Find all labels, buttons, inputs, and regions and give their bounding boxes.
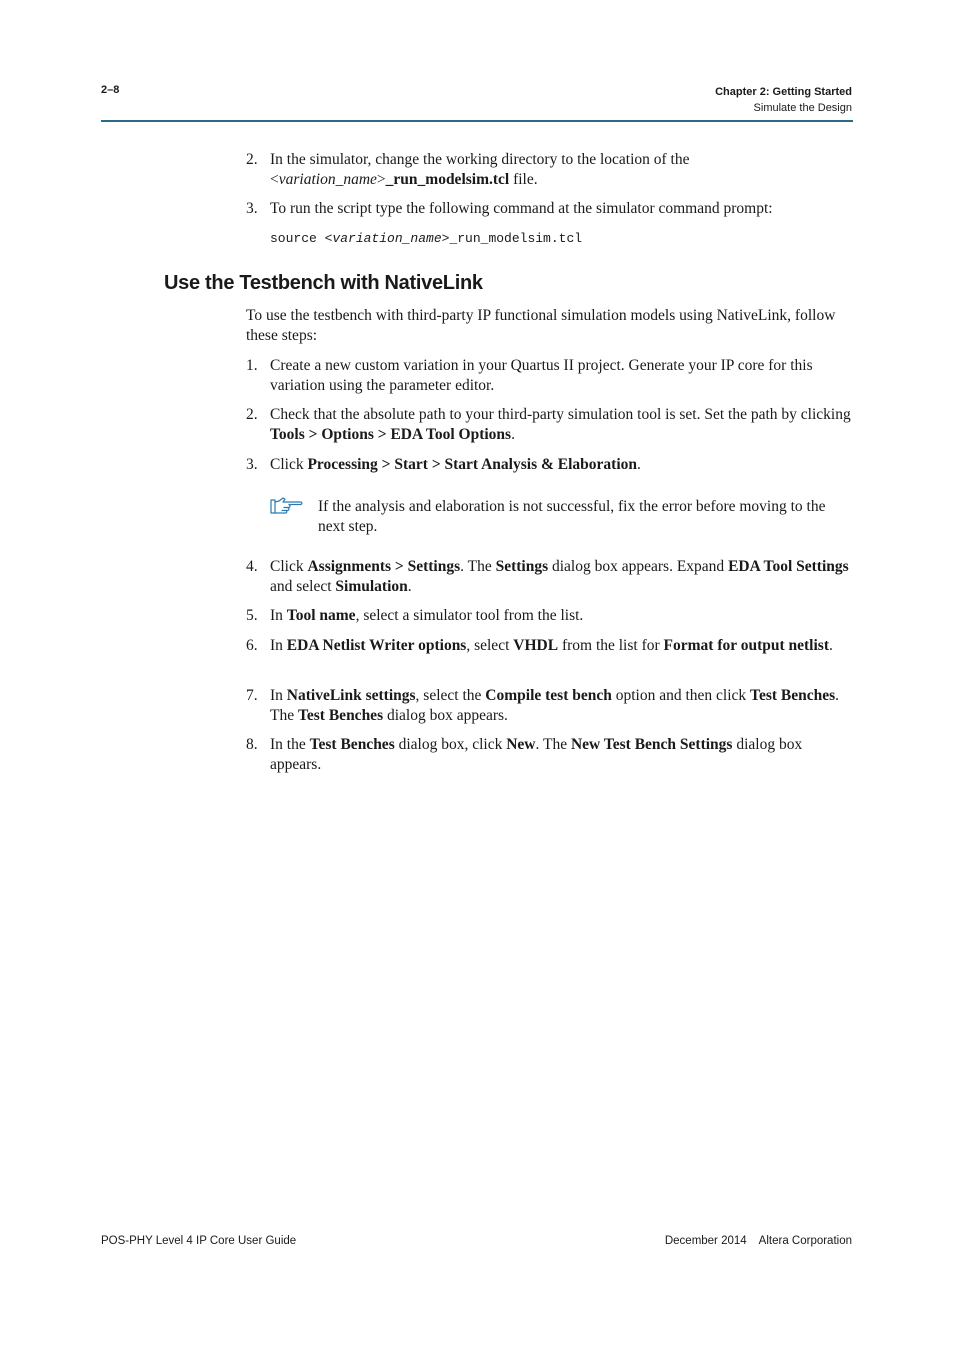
chapter-title: Chapter 2: Getting Started <box>715 86 852 98</box>
step-number: 2. <box>246 406 258 423</box>
step-3-top <box>246 199 852 219</box>
step-number: 2. <box>246 151 258 168</box>
intro-paragraph: To use the testbench with third-party IP functional simulation models using NativeLink, follow these steps: <box>246 307 836 344</box>
file-name: _run_modelsim.tcl <box>385 171 510 188</box>
step-number: 8. <box>246 736 258 753</box>
step-5: 5. In Tool name, select a simulator tool from the list. <box>246 607 584 624</box>
pointing-hand-icon <box>270 497 304 515</box>
note-text: If the analysis and elaboration is not successful, fix the error before moving to the next step. <box>318 498 826 535</box>
section-title: Simulate the Design <box>753 102 852 114</box>
step-3: 3. Click Processing > Start > Start Analysis & Elaboration. <box>246 456 641 473</box>
step-text: Create a new custom variation in your Quartus II project. Generate your IP core for this variation using the parameter editor. <box>270 357 813 394</box>
footer-company: Altera Corporation <box>758 1235 852 1247</box>
step-6: 6. In EDA Netlist Writer options, select VHDL from the list for Format for output netlist. <box>246 637 833 654</box>
menu-path: Tools > Options > EDA Tool Options <box>270 426 512 443</box>
step-7: 7. In NativeLink settings, select the Compile test bench option and then click Test Benches. The Test Benches dialog box appears. <box>246 687 840 724</box>
step-number: 3. <box>246 456 258 473</box>
step-4: 4. Click Assignments > Settings. The Settings dialog box appears. Expand EDA Tool Settings and select Simulation. <box>246 558 849 595</box>
note-callout <box>270 497 852 537</box>
header-rule <box>101 120 853 122</box>
section-heading: Use the Testbench with NativeLink <box>164 272 483 294</box>
step-number: 5. <box>246 607 258 624</box>
variable-name: variation_name <box>278 171 377 188</box>
running-header <box>715 84 852 116</box>
step-number: 3. <box>246 200 258 217</box>
step-2: 2. Check that the absolute path to your third-party simulation tool is set. Set the path by clicking Tools > Options > EDA Tool Options. <box>246 406 851 443</box>
step-2-top: 2. In the simulator, change the working directory to the location of the <variation_name>_run_modelsim.tcl file. <box>246 151 690 188</box>
step-number: 4. <box>246 558 258 575</box>
footer-date: December 2014 <box>664 1235 747 1247</box>
step-1 <box>246 356 852 396</box>
menu-path: Processing > Start > Start Analysis & Elaboration <box>307 456 638 473</box>
footer-doc-title: POS-PHY Level 4 IP Core User Guide <box>101 1235 297 1247</box>
code-command: source <variation_name>_run_modelsim.tcl <box>270 231 583 246</box>
page-number: 2–8 <box>101 84 120 96</box>
step-number: 7. <box>246 687 258 704</box>
step-text: In the simulator, change the working directory to the location of the <box>270 151 690 168</box>
step-text: To run the script type the following command at the simulator command prompt: <box>270 200 773 217</box>
footer-right <box>665 1235 852 1247</box>
step-8: 8. In the Test Benches dialog box, click New. The New Test Bench Settings dialog box appears. <box>246 736 803 773</box>
step-number: 1. <box>246 357 258 374</box>
step-number: 6. <box>246 637 258 654</box>
